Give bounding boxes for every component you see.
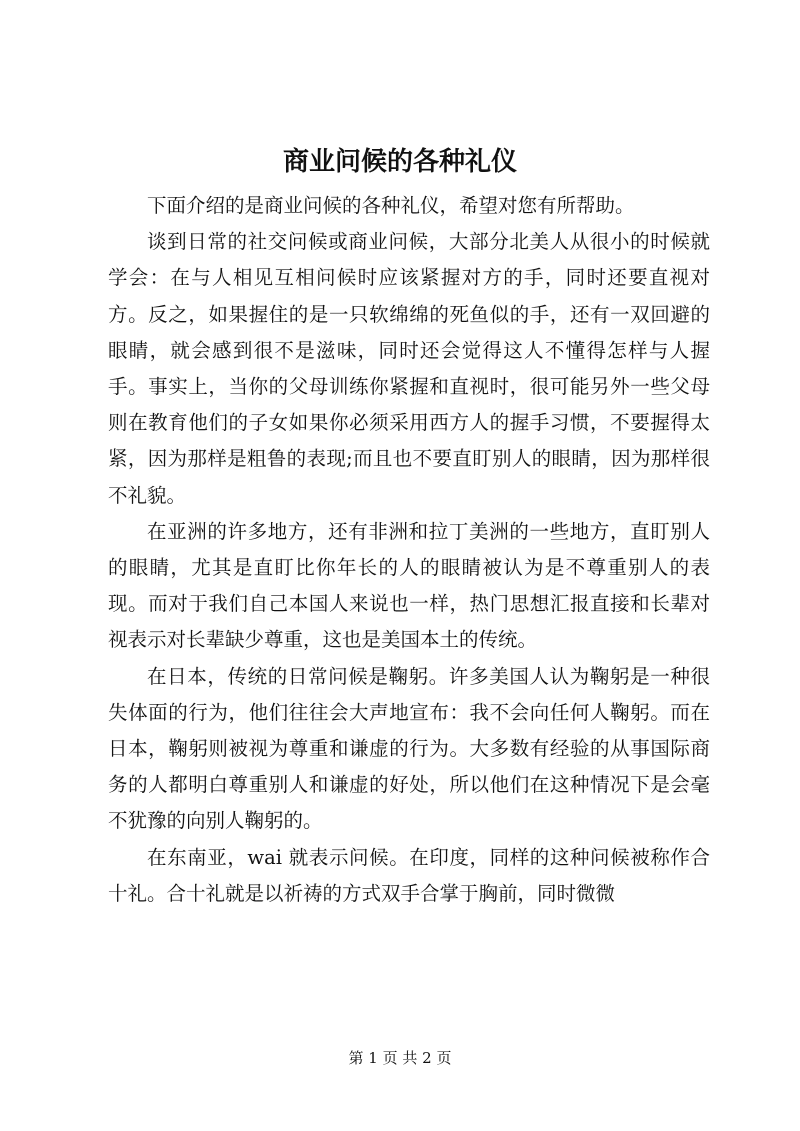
page-footer: 第 1 页 共 2 页 [348,1049,452,1067]
document-title: 商业问候的各种礼仪 [282,147,517,177]
paragraph-wai: 在东南亚，wai 就表示问候。在印度，同样的这种问候被称作合十礼。合十礼就是以祈祷的方式双手合掌于胸前，同时微微 [108,845,710,905]
document-body [108,188,710,912]
paragraph-intro: 下面介绍的是商业问候的各种礼仪，希望对您有所帮助。 [147,194,635,217]
paragraph-eye-contact: 在亚洲的许多地方，还有非洲和拉丁美洲的一些地方，直盯别人的眼睛，尤其是直盯比你年长的人的眼睛被认为是不尊重别人的表现。而对于我们自己本国人来说也一样，热门思想汇报直接和长辈对视表示对长辈缺少尊重，这也是美国本土的传统。 [108,519,710,652]
paragraph-bowing: 在日本，传统的日常问候是鞠躬。许多美国人认为鞠躬是一种很失体面的行为，他们往往会大声地宣布：我不会向任何人鞠躬。而在日本，鞠躬则被视为尊重和谦虚的行为。大多数有经验的从事国际商务的人都明白尊重别人和谦虚的好处，所以他们在这种情况下是会毫不犹豫的向别人鞠躬的。 [108,664,710,833]
paragraph-handshake: 谈到日常的社交问候或商业问候，大部分北美人从很小的时候就学会：在与人相见互相问候时应该紧握对方的手，同时还要直视对方。反之，如果握住的是一只软绵绵的死鱼似的手，还有一双回避的眼睛，就会感到很不是滋味，同时还会觉得这人不懂得怎样与人握手。事实上，当你的父母训练你紧握和直视时，很可能另外一些父母则在教育他们的子女如果你必须采用西方人的握手习惯，不要握得太紧，因为那样是粗鲁的表现;而且也不要直盯别人的眼睛，因为那样很不礼貌。 [108,230,710,507]
